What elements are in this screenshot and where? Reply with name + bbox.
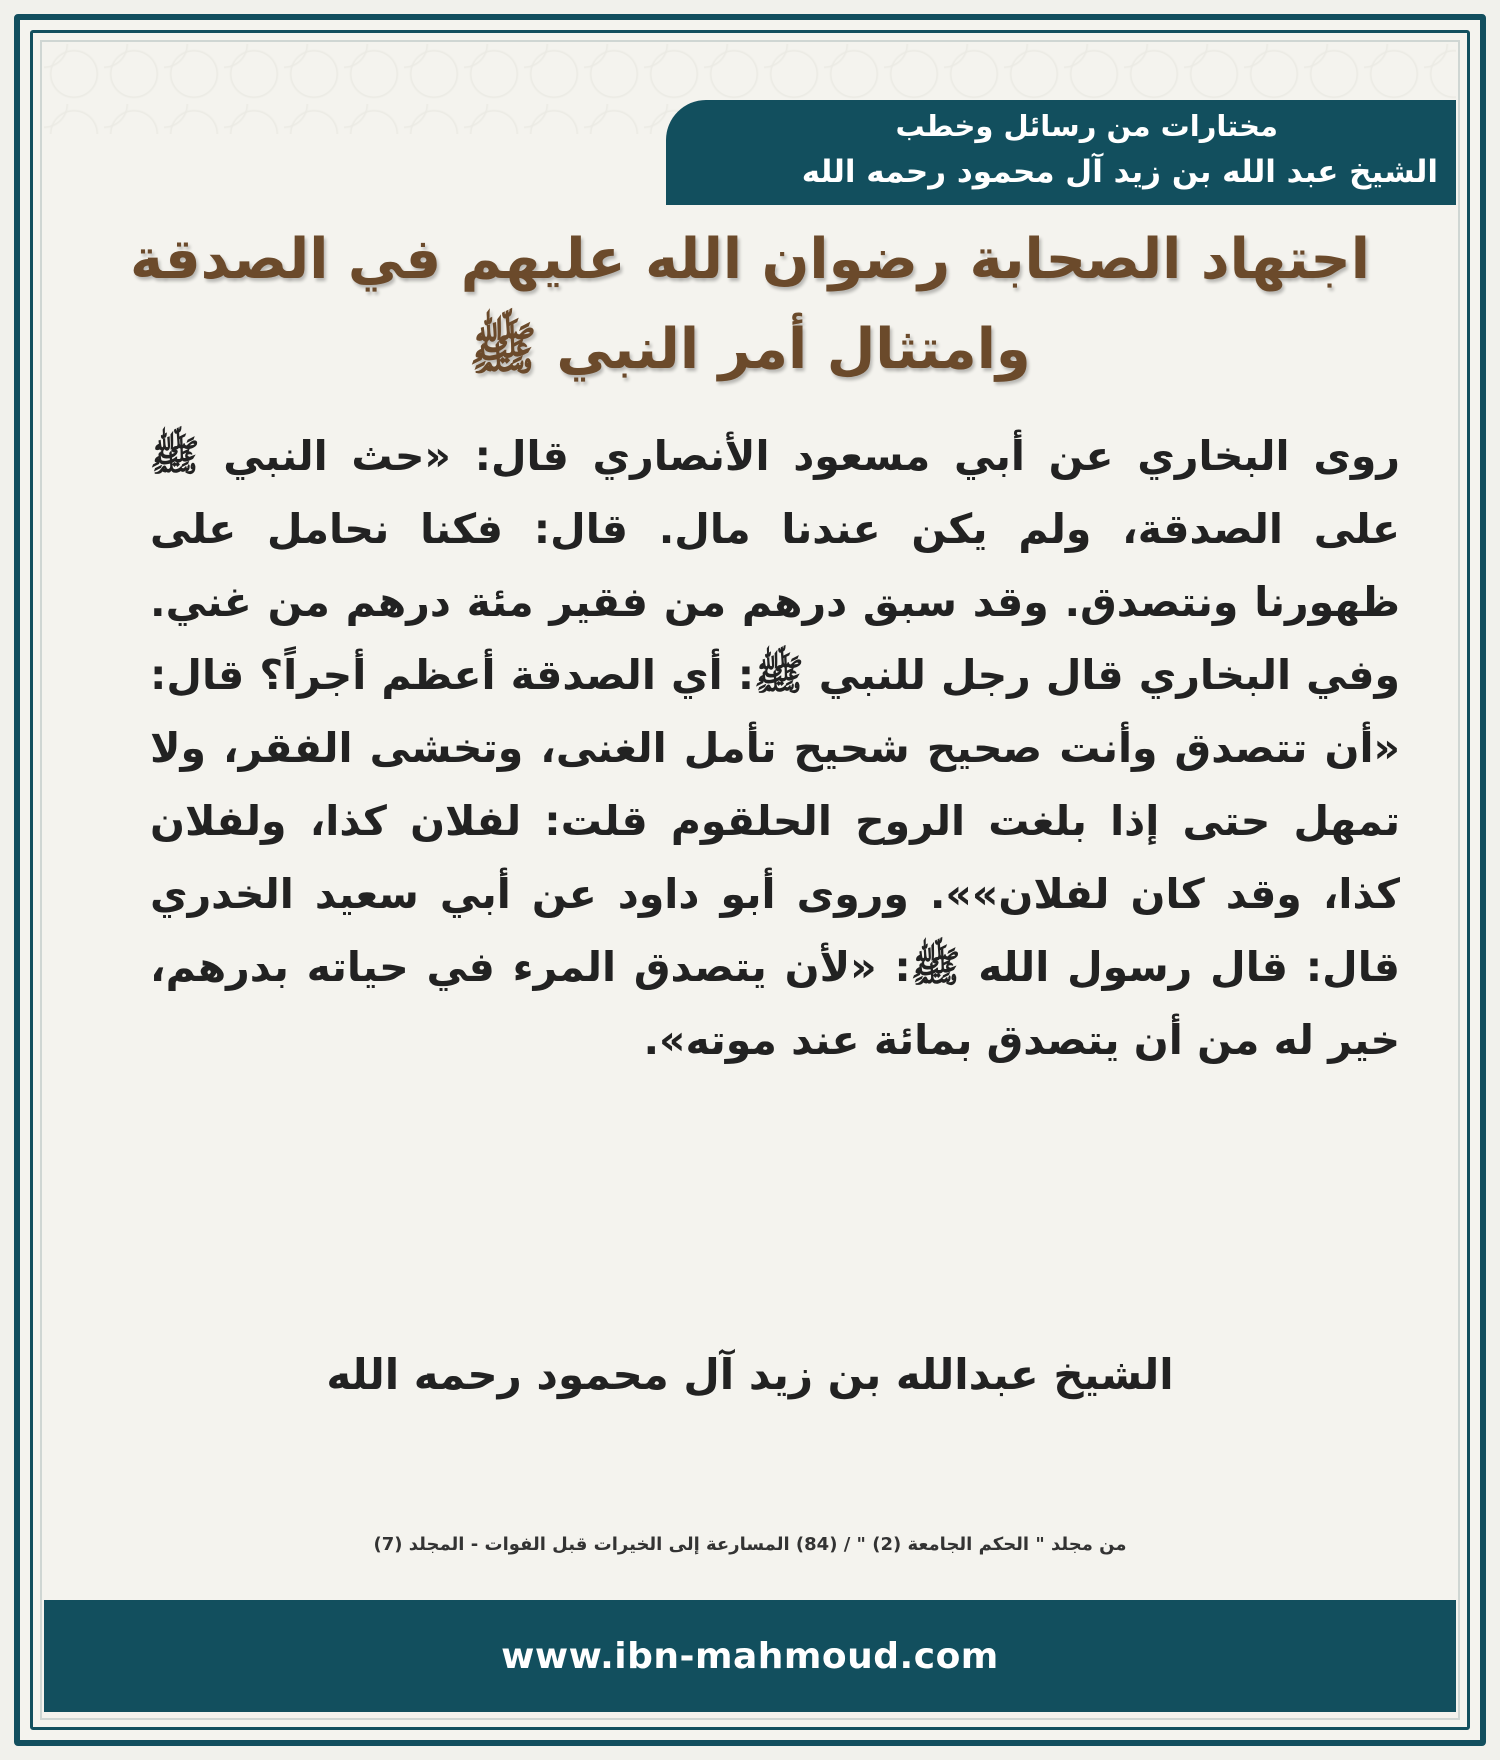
series-author: الشيخ عبد الله بن زيد آل محمود رحمه الله: [801, 154, 1438, 190]
title-line-1: اجتهاد الصحابة رضوان الله عليهم في الصدقة: [130, 227, 1370, 292]
source-citation: من مجلد " الحكم الجامعة (2) " / (84) المسارعة إلى الخيرات قبل الفوات - المجلد (7): [373, 1534, 1127, 1555]
website-link[interactable]: www.ibn-mahmoud.com: [501, 1635, 999, 1677]
author-signature: الشيخ عبدالله بن زيد آل محمود رحمه الله: [326, 1350, 1174, 1399]
series-title: مختارات من رسائل وخطب: [895, 109, 1278, 143]
title-line-2: وامتثال أمر النبي ﷺ: [469, 317, 1031, 382]
page-title: [100, 215, 1400, 395]
footer-bar: [44, 1600, 1456, 1712]
body-text: روى البخاري عن أبي مسعود الأنصاري قال: «حث النبي ﷺ على الصدقة، ولم يكن عندنا مال. قال: فكنا نحامل على ظهورنا ونتصدق. وقد سبق درهم من فقير مئة درهم من غني. وفي البخاري قال رجل للنبي ﷺ: أي الصدقة أعظم أجراً؟ قال: «أن تتصدق وأنت صحيح شحيح تأمل الغنى، وتخشى الفقر، ولا تمهل حتى إذا بلغت الروح الحلقوم قلت: لفلان كذا، ولفلان كذا، وقد كان لفلان»». وروى أبو داود عن أبي سعيد الخدري قال: قال رسول الله ﷺ: «لأن يتصدق المرء في حياته بدرهم، خير له من أن يتصدق بمائة عند موته».: [150, 432, 1400, 1064]
header-banner: [666, 100, 1456, 205]
